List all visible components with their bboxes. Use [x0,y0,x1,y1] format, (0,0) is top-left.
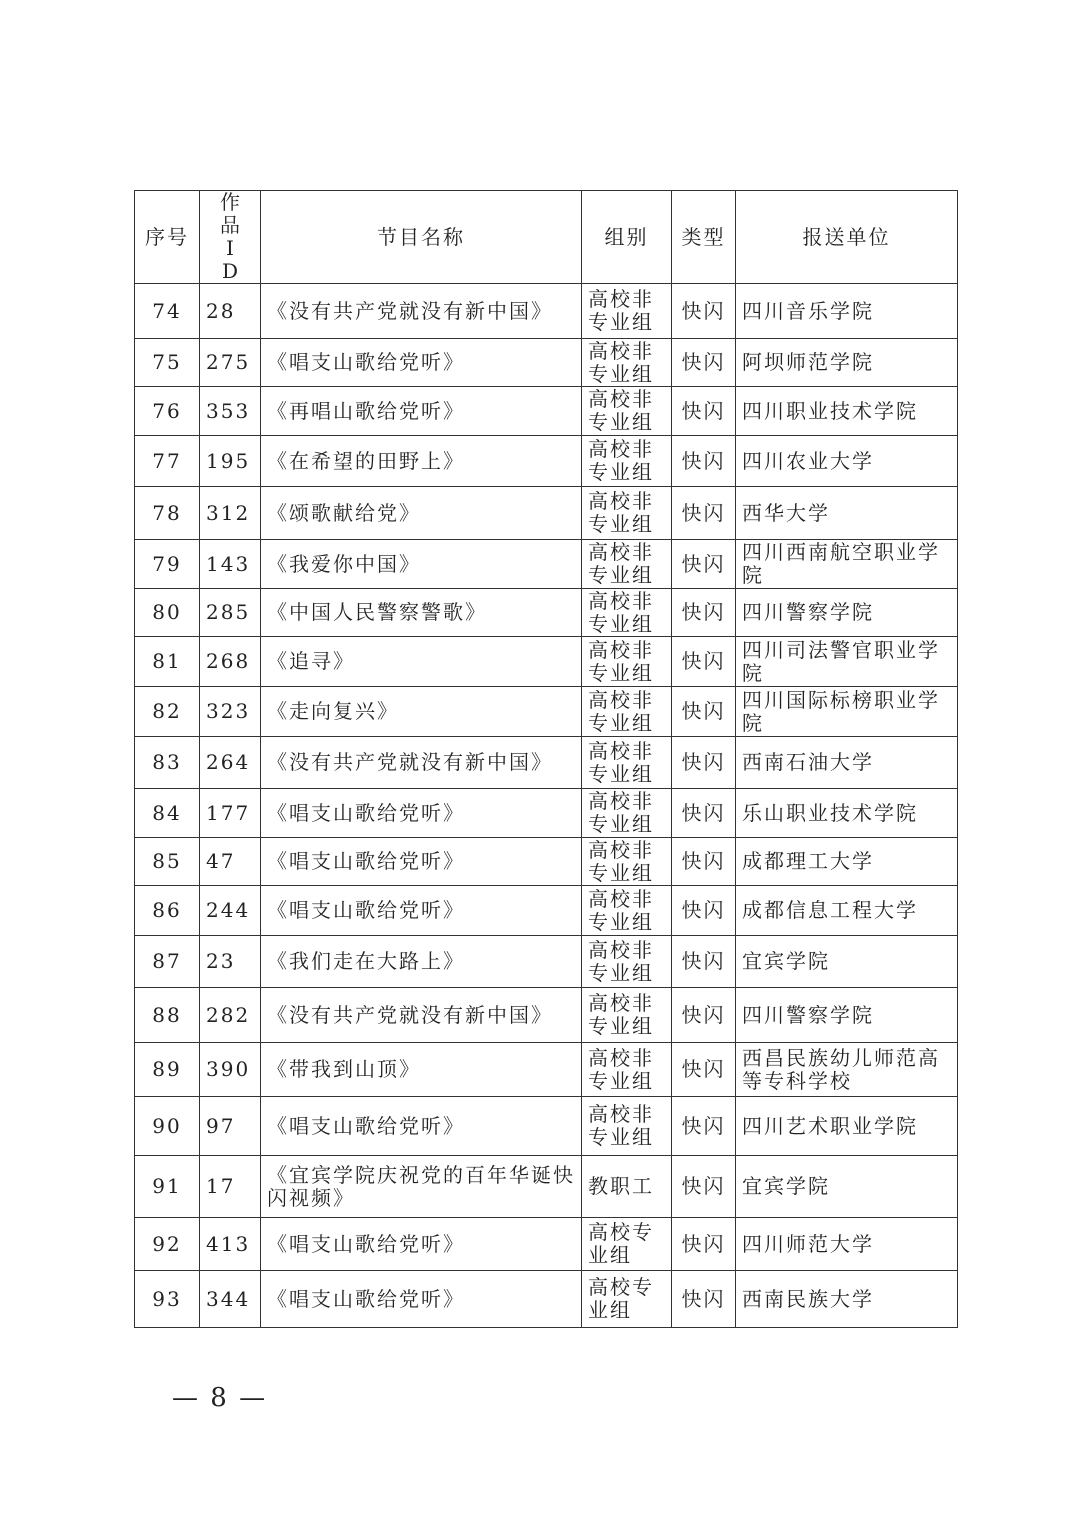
cell-work-id: 264 [200,737,261,789]
cell-title: 《没有共产党就没有新中国》 [261,988,582,1043]
header-work-id-text: 作品ID [220,190,240,283]
cell-group: 高校非专业组 [582,886,672,936]
cell-work-id: 23 [200,936,261,988]
cell-work-id: 28 [200,284,261,339]
cell-title: 《我爱你中国》 [261,540,582,589]
cell-unit: 西南民族大学 [736,1271,958,1328]
cell-work-id: 97 [200,1097,261,1156]
table-row [135,387,958,436]
table-row [135,487,958,540]
cell-title: 《再唱山歌给党听》 [261,387,582,436]
cell-seq: 78 [135,487,200,540]
cell-seq: 91 [135,1156,200,1218]
cell-work-id: 17 [200,1156,261,1218]
header-unit: 报送单位 [736,191,958,284]
cell-work-id: 244 [200,886,261,936]
header-title: 节目名称 [261,191,582,284]
cell-group: 高校非专业组 [582,387,672,436]
cell-type: 快闪 [672,1218,736,1271]
cell-type: 快闪 [672,737,736,789]
cell-unit: 四川职业技术学院 [736,387,958,436]
cell-unit: 四川国际标榜职业学院 [736,687,958,737]
cell-seq: 92 [135,1218,200,1271]
cell-type: 快闪 [672,1271,736,1328]
cell-work-id: 177 [200,789,261,838]
cell-seq: 74 [135,284,200,339]
cell-seq: 82 [135,687,200,737]
cell-title: 《没有共产党就没有新中国》 [261,737,582,789]
cell-seq: 77 [135,436,200,487]
cell-unit: 西昌民族幼儿师范高等专科学校 [736,1043,958,1097]
cell-seq: 80 [135,589,200,637]
cell-type: 快闪 [672,1043,736,1097]
cell-unit: 宜宾学院 [736,936,958,988]
table-row [135,1097,958,1156]
cell-group: 高校非专业组 [582,637,672,687]
cell-unit: 四川师范大学 [736,1218,958,1271]
cell-type: 快闪 [672,936,736,988]
page-number: — 8 — [172,1383,268,1413]
cell-group: 高校非专业组 [582,1043,672,1097]
table-row [135,1271,958,1328]
cell-unit: 四川警察学院 [736,988,958,1043]
cell-title: 《中国人民警察警歌》 [261,589,582,637]
cell-seq: 88 [135,988,200,1043]
cell-group: 高校非专业组 [582,339,672,387]
header-type: 类型 [672,191,736,284]
cell-unit: 阿坝师范学院 [736,339,958,387]
table-row [135,339,958,387]
cell-unit: 成都理工大学 [736,838,958,886]
cell-group: 高校非专业组 [582,540,672,589]
cell-title: 《唱支山歌给党听》 [261,838,582,886]
cell-type: 快闪 [672,1156,736,1218]
cell-seq: 90 [135,1097,200,1156]
cell-title: 《我们走在大路上》 [261,936,582,988]
cell-group: 高校非专业组 [582,436,672,487]
cell-unit: 四川艺术职业学院 [736,1097,958,1156]
cell-work-id: 143 [200,540,261,589]
table-row [135,436,958,487]
cell-title: 《唱支山歌给党听》 [261,886,582,936]
cell-type: 快闪 [672,886,736,936]
cell-unit: 西华大学 [736,487,958,540]
cell-title: 《宜宾学院庆祝党的百年华诞快闪视频》 [261,1156,582,1218]
cell-seq: 86 [135,886,200,936]
cell-seq: 87 [135,936,200,988]
table-row [135,789,958,838]
cell-seq: 89 [135,1043,200,1097]
cell-type: 快闪 [672,687,736,737]
table-row [135,1043,958,1097]
cell-type: 快闪 [672,589,736,637]
table-row [135,1156,958,1218]
cell-unit: 四川音乐学院 [736,284,958,339]
header-group: 组别 [582,191,672,284]
table-body [135,284,958,1328]
cell-group: 高校专业组 [582,1271,672,1328]
cell-work-id: 195 [200,436,261,487]
cell-title: 《带我到山顶》 [261,1043,582,1097]
cell-title: 《追寻》 [261,637,582,687]
cell-unit: 四川西南航空职业学院 [736,540,958,589]
table-row [135,687,958,737]
table-header-row [135,191,958,284]
cell-work-id: 268 [200,637,261,687]
cell-group: 高校非专业组 [582,687,672,737]
cell-seq: 81 [135,637,200,687]
cell-unit: 四川警察学院 [736,589,958,637]
cell-work-id: 353 [200,387,261,436]
cell-title: 《唱支山歌给党听》 [261,1097,582,1156]
header-seq: 序号 [135,191,200,284]
program-table [134,190,958,1328]
cell-type: 快闪 [672,988,736,1043]
cell-seq: 76 [135,387,200,436]
cell-group: 教职工 [582,1156,672,1218]
cell-title: 《唱支山歌给党听》 [261,789,582,838]
cell-type: 快闪 [672,284,736,339]
cell-type: 快闪 [672,838,736,886]
cell-seq: 75 [135,339,200,387]
cell-work-id: 312 [200,487,261,540]
cell-group: 高校非专业组 [582,487,672,540]
cell-work-id: 47 [200,838,261,886]
cell-seq: 79 [135,540,200,589]
cell-unit: 四川农业大学 [736,436,958,487]
cell-type: 快闪 [672,1097,736,1156]
cell-work-id: 323 [200,687,261,737]
cell-unit: 宜宾学院 [736,1156,958,1218]
table-row [135,1218,958,1271]
cell-seq: 84 [135,789,200,838]
table-row [135,936,958,988]
cell-group: 高校非专业组 [582,737,672,789]
cell-group: 高校非专业组 [582,284,672,339]
cell-type: 快闪 [672,789,736,838]
cell-title: 《唱支山歌给党听》 [261,1271,582,1328]
table-row [135,737,958,789]
table-row [135,838,958,886]
cell-seq: 83 [135,737,200,789]
table-row [135,284,958,339]
cell-unit: 西南石油大学 [736,737,958,789]
cell-title: 《在希望的田野上》 [261,436,582,487]
cell-work-id: 390 [200,1043,261,1097]
table-row [135,589,958,637]
cell-work-id: 275 [200,339,261,387]
cell-group: 高校非专业组 [582,589,672,637]
cell-group: 高校非专业组 [582,988,672,1043]
table-row [135,540,958,589]
cell-work-id: 344 [200,1271,261,1328]
cell-title: 《唱支山歌给党听》 [261,339,582,387]
cell-title: 《颂歌献给党》 [261,487,582,540]
table-row [135,988,958,1043]
table-row [135,886,958,936]
cell-unit: 成都信息工程大学 [736,886,958,936]
cell-group: 高校专业组 [582,1218,672,1271]
cell-type: 快闪 [672,339,736,387]
cell-title: 《没有共产党就没有新中国》 [261,284,582,339]
cell-type: 快闪 [672,637,736,687]
header-work-id [200,191,261,284]
cell-type: 快闪 [672,540,736,589]
table-row [135,637,958,687]
cell-type: 快闪 [672,436,736,487]
cell-group: 高校非专业组 [582,838,672,886]
cell-work-id: 285 [200,589,261,637]
cell-group: 高校非专业组 [582,936,672,988]
cell-type: 快闪 [672,387,736,436]
cell-work-id: 413 [200,1218,261,1271]
cell-work-id: 282 [200,988,261,1043]
cell-group: 高校非专业组 [582,1097,672,1156]
cell-title: 《走向复兴》 [261,687,582,737]
cell-title: 《唱支山歌给党听》 [261,1218,582,1271]
cell-unit: 乐山职业技术学院 [736,789,958,838]
cell-unit: 四川司法警官职业学院 [736,637,958,687]
cell-type: 快闪 [672,487,736,540]
cell-seq: 93 [135,1271,200,1328]
cell-seq: 85 [135,838,200,886]
cell-group: 高校非专业组 [582,789,672,838]
